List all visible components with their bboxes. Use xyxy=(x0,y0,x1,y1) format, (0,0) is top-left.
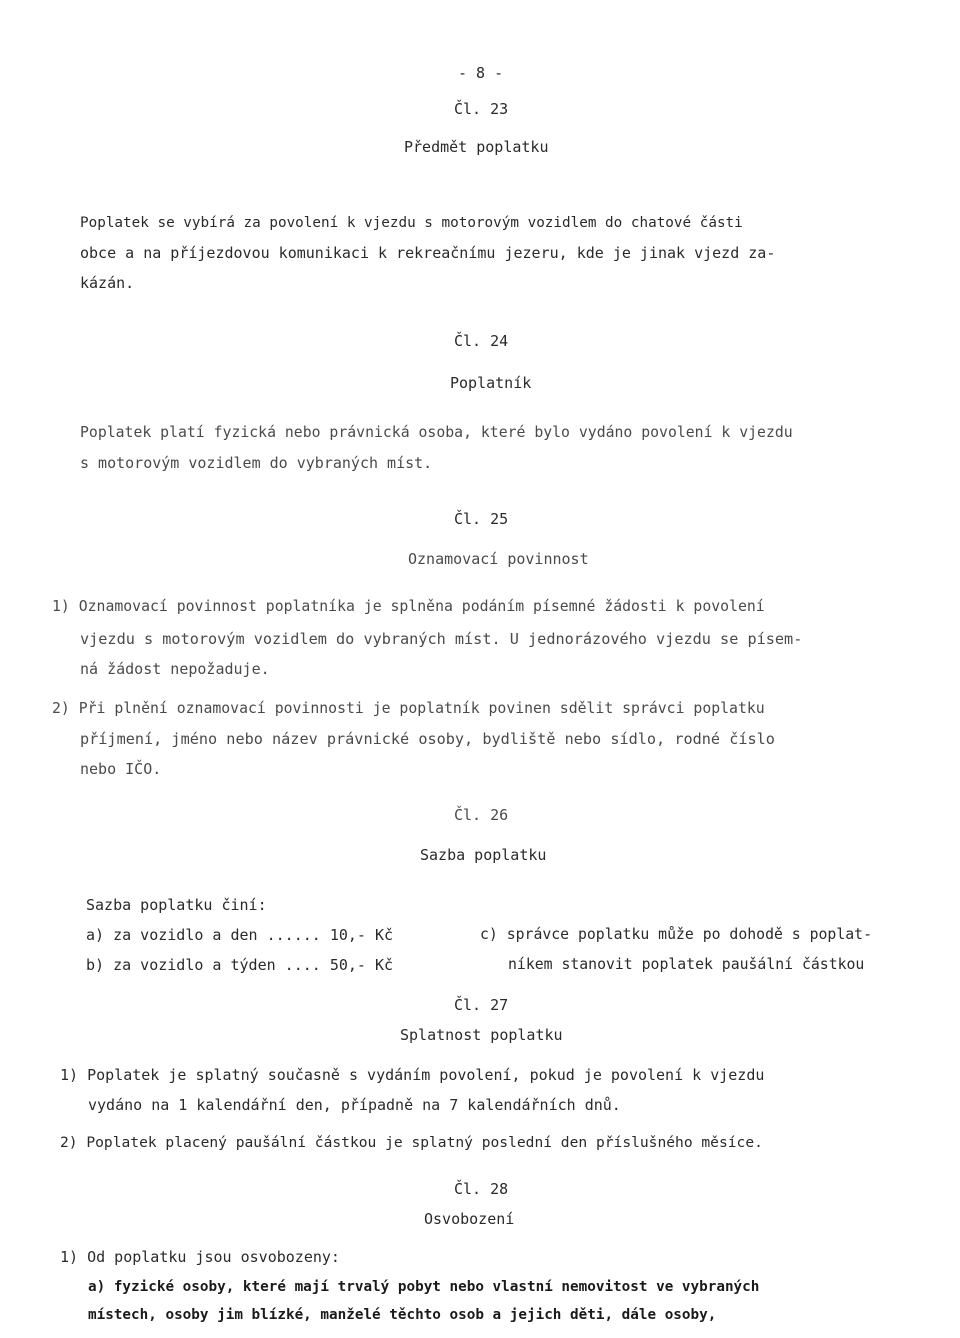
rate-per-week: b) za vozidlo a týden .... 50,- Kč xyxy=(86,956,394,974)
article-25-line: příjmení, jméno nebo název právnické osoby, bydliště nebo sídlo, rodné číslo xyxy=(80,730,775,748)
article-25-line: nebo IČO. xyxy=(80,760,162,778)
article-28-heading: Čl. 28 xyxy=(454,1180,509,1198)
article-23-heading: Čl. 23 xyxy=(454,100,509,118)
article-24-heading: Čl. 24 xyxy=(454,332,509,350)
article-25-line: 1) Oznamovací povinnost poplatníka je splněna podáním písemné žádosti k povolení xyxy=(52,598,765,615)
article-27-line: 1) Poplatek je splatný současně s vydáním povolení, pokud je povolení k vjezdu xyxy=(60,1066,765,1084)
article-28-line: a) fyzické osoby, které mají trvalý pobyt nebo vlastní nemovitost ve vybraných xyxy=(88,1279,760,1295)
article-26-heading: Čl. 26 xyxy=(454,806,509,824)
page-number: - 8 - xyxy=(458,64,504,82)
article-27-heading: Čl. 27 xyxy=(454,996,509,1014)
article-25-heading: Čl. 25 xyxy=(454,510,509,528)
article-27-title: Splatnost poplatku xyxy=(400,1026,563,1044)
article-26-title: Sazba poplatku xyxy=(420,846,547,864)
article-24-title: Poplatník xyxy=(450,374,532,392)
article-25-line: vjezdu s motorovým vozidlem do vybraných míst. U jednorázového vjezdu se písem- xyxy=(80,630,803,648)
article-23-line: kázán. xyxy=(80,274,135,292)
article-23-title: Předmět poplatku xyxy=(404,138,549,156)
article-25-line: ná žádost nepožaduje. xyxy=(80,660,270,678)
article-28-title: Osvobození xyxy=(424,1210,515,1228)
rate-intro: Sazba poplatku činí: xyxy=(86,896,267,914)
article-25-title: Oznamovací povinnost xyxy=(408,550,589,568)
article-23-line: Poplatek se vybírá za povolení k vjezdu s motorovým vozidlem do chatové části xyxy=(80,215,743,231)
article-28-line: místech, osoby jim blízké, manželé těchto osob a jejich děti, dále osoby, xyxy=(88,1307,717,1323)
flat-fee-note: c) správce poplatku může po dohodě s poplat- xyxy=(480,926,872,943)
rate-per-day: a) za vozidlo a den ...... 10,- Kč xyxy=(86,926,394,944)
flat-fee-note: níkem stanovit poplatek paušální částkou xyxy=(508,956,865,973)
article-23-line: obce a na příjezdovou komunikaci k rekreačnímu jezeru, kde je jinak vjezd za- xyxy=(80,244,776,262)
article-25-line: 2) Při plnění oznamovací povinnosti je poplatník povinen sdělit správci poplatku xyxy=(52,700,765,717)
article-27-line: vydáno na 1 kalendářní den, případně na 7 kalendářních dnů. xyxy=(88,1096,621,1114)
article-24-line: Poplatek platí fyzická nebo právnická osoba, které bylo vydáno povolení k vjezdu xyxy=(80,424,793,441)
article-24-line: s motorovým vozidlem do vybraných míst. xyxy=(80,454,433,472)
article-27-line: 2) Poplatek placený paušální částkou je splatný poslední den příslušného měsíce. xyxy=(60,1134,763,1151)
article-28-line: 1) Od poplatku jsou osvobozeny: xyxy=(60,1248,340,1266)
